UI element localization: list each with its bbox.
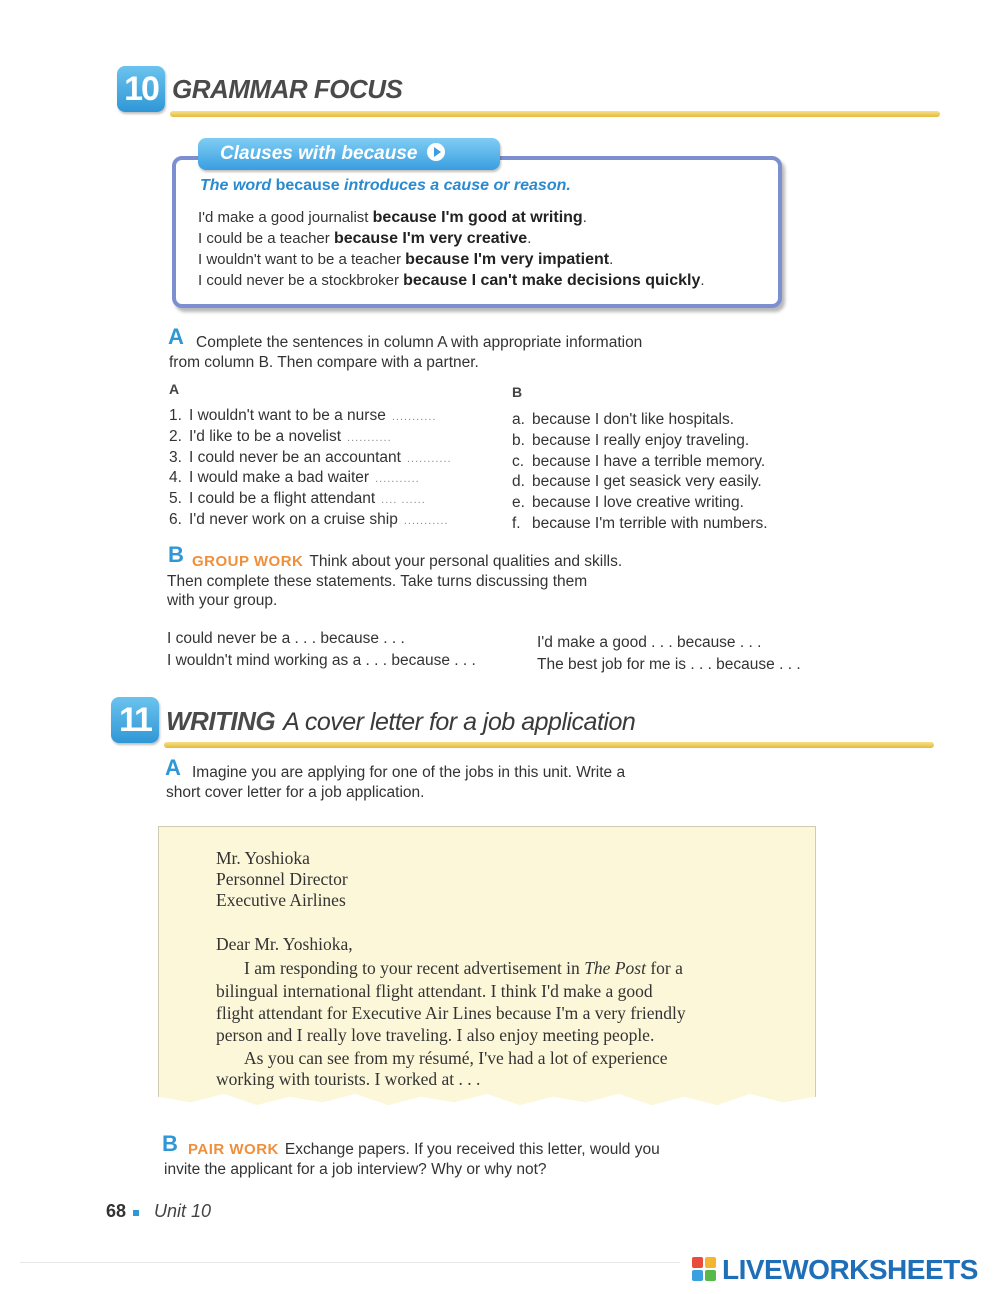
footer-bullet <box>133 1210 139 1216</box>
exercise-letter-b: B <box>162 1131 178 1156</box>
letter-body-line: flight attendant for Executive Air Lines because I'm a very friendly <box>216 1003 686 1023</box>
footer-unit: Unit 10 <box>154 1201 212 1221</box>
grammar-box-title: Clauses with because <box>220 143 418 164</box>
writing-a-instruction-line1: Imagine you are applying for one of the jobs in this unit. Write a <box>192 764 626 781</box>
page-number: 68 <box>106 1201 127 1221</box>
letter-address-title: Personnel Director <box>216 869 348 889</box>
exercise-letter-a: A <box>168 324 184 349</box>
column-a-item: 2. I'd like to be a novelist ........... <box>169 428 392 445</box>
exercise-a-instruction-line2: from column B. Then compare with a partner. <box>169 354 479 371</box>
exercise-a-instruction-line1: Complete the sentences in column A with appropriate information <box>196 334 643 351</box>
exercise-b-instruction-line1: GROUP WORK Think about your personal qualities and skills. <box>192 553 623 570</box>
column-a-item: 6. I'd never work on a cruise ship ........... <box>169 511 449 528</box>
column-a-item: 3. I could never be an accountant ........... <box>169 449 452 466</box>
pair-work-tag: PAIR WORK <box>188 1141 279 1158</box>
footer-divider <box>20 1262 680 1263</box>
column-b-item: e. because I love creative writing. <box>512 494 744 511</box>
prompt-left: I wouldn't mind working as a . . . because . . . <box>167 652 476 669</box>
prompt-right: The best job for me is . . . because . . . <box>537 656 801 673</box>
letter-body-line: I am responding to your recent advertisement in The Post for a <box>244 958 683 978</box>
liveworksheets-logo-icon <box>692 1257 718 1283</box>
exercise-b-instruction-line3: with your group. <box>167 592 278 609</box>
column-b-item: a. because I don't like hospitals. <box>512 411 734 428</box>
column-b-item: c. because I have a terrible memory. <box>512 453 766 470</box>
exercise-letter-b: B <box>168 542 184 567</box>
section-underline <box>164 742 934 748</box>
grammar-intro: The word because introduces a cause or reason. <box>200 177 571 194</box>
column-b-item: f. because I'm terrible with numbers. <box>512 515 768 532</box>
prompt-left: I could never be a . . . because . . . <box>167 630 405 647</box>
grammar-box-tab <box>198 138 500 170</box>
column-a-item: 1. I wouldn't want to be a nurse ........... <box>169 407 437 424</box>
letter-greeting: Dear Mr. Yoshioka, <box>216 934 353 954</box>
letter-body-line: working with tourists. I worked at . . . <box>216 1069 481 1089</box>
brand-wordmark[interactable]: LIVEWORKSHEETS <box>722 1254 978 1285</box>
section-title-grammar-focus: GRAMMAR FOCUS <box>172 74 403 104</box>
writing-b-instruction-line1: PAIR WORK Exchange papers. If you received this letter, would you <box>188 1141 660 1158</box>
column-b-item: d. because I get seasick very easily. <box>512 473 762 490</box>
letter-body-line: bilingual international flight attendant. I think I'd make a good <box>216 981 653 1001</box>
section-underline <box>170 111 940 117</box>
section-number-11: 11 <box>111 697 159 743</box>
column-b-heading: B <box>512 384 523 400</box>
exercise-letter-a: A <box>165 755 181 780</box>
writing-a-instruction-line2: short cover letter for a job application. <box>166 784 425 801</box>
grammar-example: I could never be a stockbroker because I can't make decisions quickly. <box>198 272 705 289</box>
column-a-item: 5. I could be a flight attendant .... ...... <box>169 490 426 507</box>
letter-address-name: Mr. Yoshioka <box>216 848 310 868</box>
column-b-item: b. because I really enjoy traveling. <box>512 432 750 449</box>
prompt-right: I'd make a good . . . because . . . <box>537 634 762 651</box>
grammar-example: I wouldn't want to be a teacher because I'm very impatient. <box>198 251 614 268</box>
grammar-example: I could be a teacher because I'm very creative. <box>198 230 532 247</box>
grammar-example: I'd make a good journalist because I'm good at writing. <box>198 209 587 226</box>
group-work-tag: GROUP WORK <box>192 553 304 570</box>
section-title-writing: WRITING A cover letter for a job application <box>166 706 636 736</box>
letter-body-line: As you can see from my résumé, I've had a lot of experience <box>244 1048 668 1068</box>
letter-body-line: person and I really love traveling. I also enjoy meeting people. <box>216 1025 655 1045</box>
section-number-10: 10 <box>117 66 165 112</box>
writing-b-instruction-line2: invite the applicant for a job interview? Why or why not? <box>164 1161 547 1178</box>
section-subtitle: A cover letter for a job application <box>283 708 636 736</box>
letter-address-company: Executive Airlines <box>216 890 346 910</box>
audio-play-icon[interactable] <box>427 143 445 161</box>
column-a-heading: A <box>169 381 180 397</box>
exercise-b-instruction-line2: Then complete these statements. Take turns discussing them <box>167 573 588 590</box>
column-a-item: 4. I would make a bad waiter ........... <box>169 469 420 486</box>
